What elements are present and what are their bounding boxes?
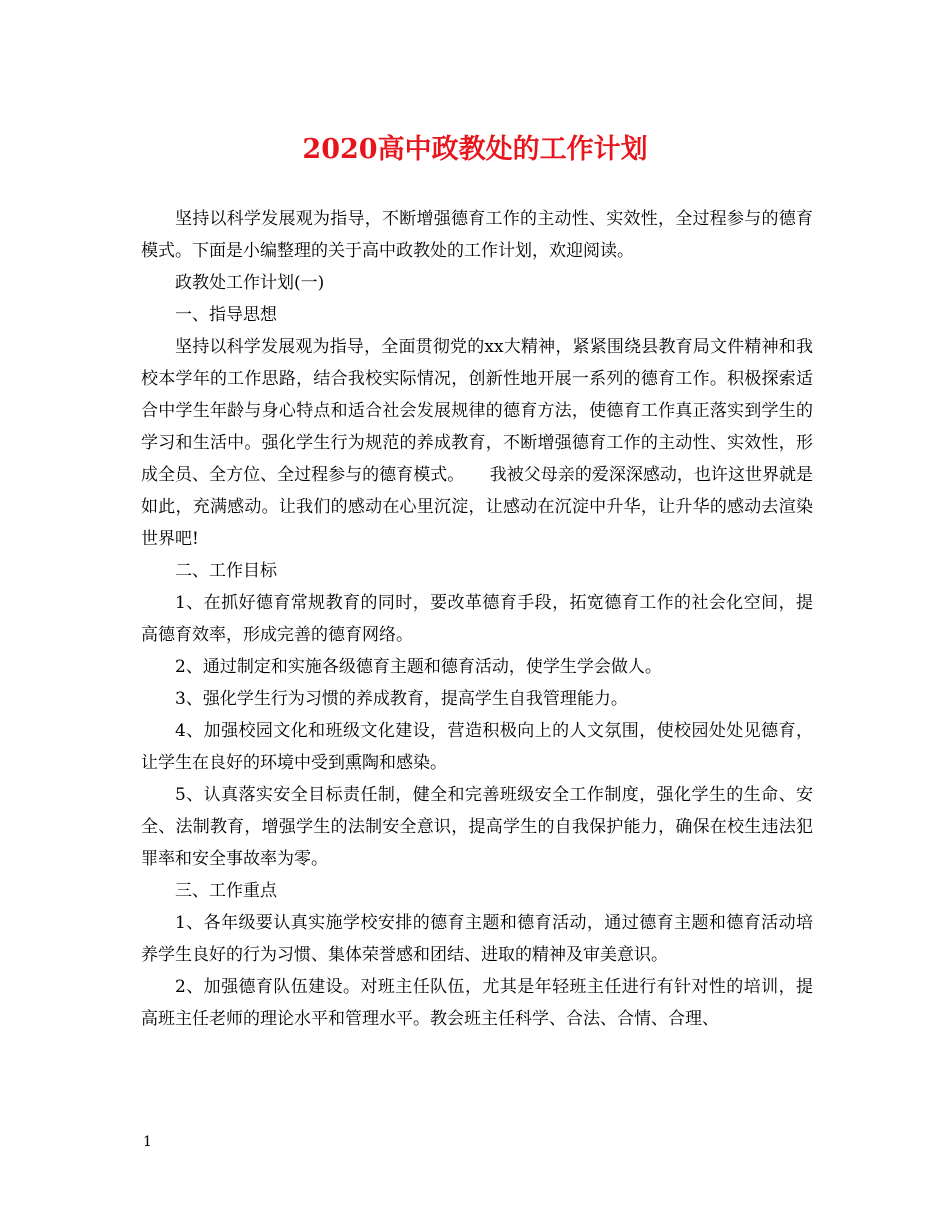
list-item-focus-1: 1、各年级要认真实施学校安排的德育主题和德育活动，通过德育主题和德育活动培养学生良好的行为习惯、集体荣誉感和团结、进取的精神及审美意识。 — [141, 913, 813, 965]
paragraph-intro: 坚持以科学发展观为指导，不断增强德育工作的主动性、实效性，全过程参与的德育模式。下面是小编整理的关于高中政教处的工作计划，欢迎阅读。 — [141, 209, 813, 261]
section-heading-work-goals: 二、工作目标 — [175, 561, 277, 581]
section-heading-guiding-ideology: 一、指导思想 — [175, 305, 277, 325]
list-item-goal-4: 4、加强校园文化和班级文化建设，营造积极向上的人文氛围，使校园处处见德育，让学生在良好的环境中受到熏陶和感染。 — [141, 721, 813, 773]
list-item-goal-2: 2、通过制定和实施各级德育主题和德育活动，使学生学会做人。 — [175, 657, 662, 677]
section-heading-work-focus: 三、工作重点 — [175, 881, 277, 901]
list-item-goal-3: 3、强化学生行为习惯的养成教育，提高学生自我管理能力。 — [175, 689, 628, 709]
list-item-goal-5: 5、认真落实安全目标责任制，健全和完善班级安全工作制度，强化学生的生命、安全、法制教育，增强学生的法制安全意识，提高学生的自我保护能力，确保在校生违法犯罪率和安全事故率为零。 — [141, 785, 813, 869]
list-item-focus-2: 2、加强德育队伍建设。对班主任队伍，尤其是年轻班主任进行有针对性的培训，提高班主任老师的理论水平和管理水平。教会班主任科学、合法、合情、合理、 — [141, 977, 813, 1029]
paragraph-guiding-ideology: 坚持以科学发展观为指导，全面贯彻党的xx大精神，紧紧围绕县教育局文件精神和我校本学年的工作思路，结合我校实际情况，创新性地开展一系列的德育工作。积极探索适合中学生年龄与身心特点和适合社会发展规律的德育方法，使德育工作真正落实到学生的学习和生活中。强化学生行为规范的养成教育，不断增强德育工作的主动性、实效性，形成全员、全方位、全过程参与的德育模式。 我被父母亲的爱深深感动，也许这世界就是如此，充满感动。让我们的感动在心里沉淀，让感动在沉淀中升华，让升华的感动去渲染世界吧! — [141, 337, 813, 549]
list-item-goal-1: 1、在抓好德育常规教育的同时，要改革德育手段，拓宽德育工作的社会化空间，提高德育效率，形成完善的德育网络。 — [141, 593, 813, 645]
page-number: 1 — [143, 1134, 152, 1150]
document-title: 2020高中政教处的工作计划 — [302, 134, 648, 165]
document-body — [141, 203, 813, 1035]
section-heading-plan-one: 政教处工作计划(一) — [175, 273, 325, 293]
